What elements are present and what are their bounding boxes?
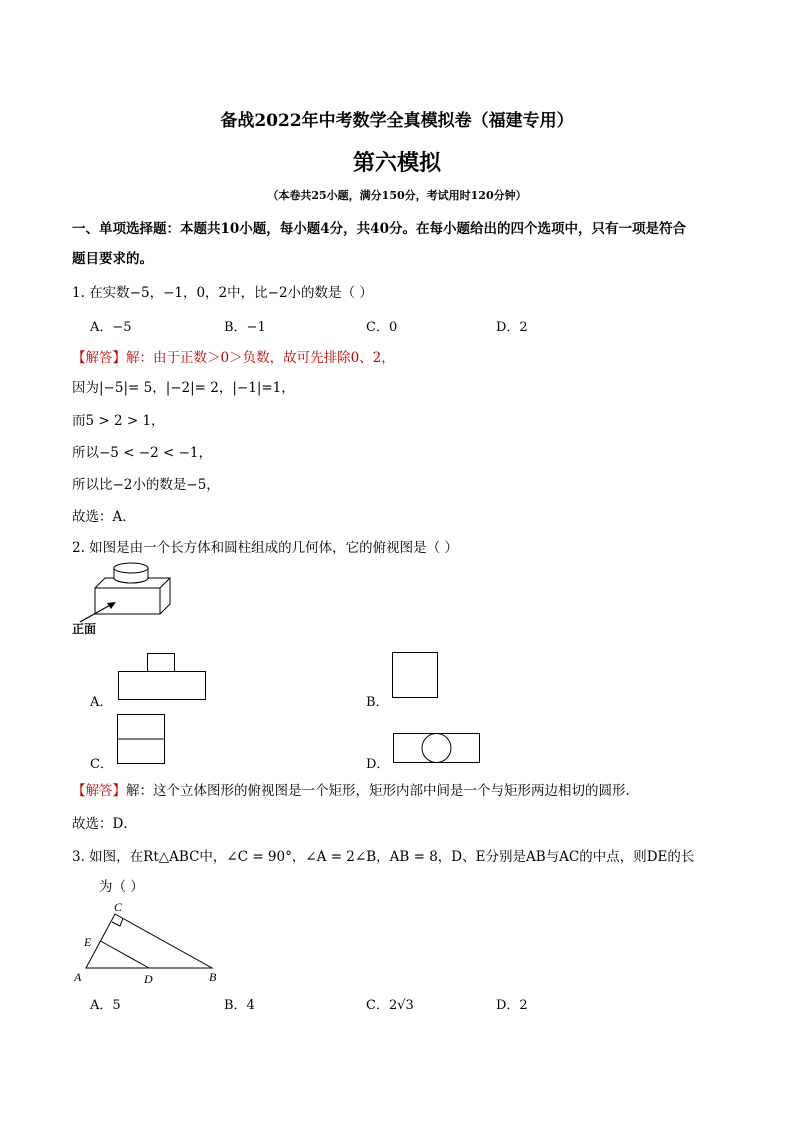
q2-answer-line [72, 779, 639, 799]
doc-subtitle: 第六模拟 [352, 150, 441, 176]
q1-option-b: B．−1 [224, 320, 266, 335]
q1-option-d: D．2 [496, 320, 528, 335]
q1-answer-text: 解：由于正数＞0＞负数，故可先排除0、2， [126, 350, 395, 366]
q3-triangle-figure [70, 900, 230, 986]
q3-label-c: C [114, 900, 123, 914]
doc-title: 备战2022年中考数学全真模拟卷（福建专用） [220, 111, 574, 131]
q1-answer-line-2: 因为|−5|= 5，|−2|= 2，|−1|=1， [72, 380, 295, 396]
q3-label-a: A [74, 970, 82, 984]
q2-option-d: D． [366, 757, 390, 772]
q2-answer-text: 解：这个立体图形的俯视图是一个矩形，矩形内部中间是一个与矩形两边相切的圆形． [126, 783, 639, 799]
q2-answer-tag: 【解答】 [72, 783, 126, 799]
q3-option-a: A．5 [90, 998, 121, 1013]
q1-stem: 1. 在实数−5，−1，0，2中，比−2小的数是（ ） [72, 285, 373, 301]
q1-option-c: C．0 [366, 320, 398, 335]
q1-answer-tag: 【解答】 [72, 350, 126, 366]
q1-answer-line-6: 故选：A． [72, 509, 136, 525]
q3-stem-line1: 3. 如图，在Rt△ABC中，∠C = 90°，∠A = 2∠B，AB = 8，D、E分别是AB与AC的中点，则DE的长 [72, 849, 695, 865]
q2-stem: 2. 如图是由一个长方体和圆柱组成的几何体，它的俯视图是（ ） [72, 540, 458, 556]
q2-option-a: A． [90, 695, 113, 710]
section-heading-line2: 题目要求的。 [72, 251, 153, 267]
q3-label-b: B [209, 970, 217, 984]
q2-option-c-figure [117, 714, 167, 766]
q2-front-label: 正面 [72, 622, 97, 636]
q3-label-d: D [144, 972, 153, 986]
q3-option-c: C．2√3 [366, 998, 414, 1013]
q3-label-e: E [84, 935, 92, 949]
q1-option-a: A．−5 [90, 320, 132, 335]
q3-stem-line2: 为（ ） [99, 879, 144, 895]
doc-note: （本卷共25小题，满分150分，考试用时120分钟） [267, 189, 527, 202]
q1-answer-line-5: 所以比−2小的数是−5， [72, 477, 220, 493]
q1-answer-line-3: 而5 > 2 > 1， [72, 413, 165, 429]
q1-answer-line-1 [72, 346, 395, 366]
section-heading-line1: 一、单项选择题：本题共10小题，每小题4分，共40分。在每小题给出的四个选项中，只有一项是符合 [72, 221, 686, 237]
q2-option-b: B． [366, 695, 389, 710]
q2-option-c: C． [90, 757, 113, 772]
q3-option-b: B．4 [224, 998, 255, 1013]
q2-choose: 故选：D． [72, 816, 137, 832]
q3-option-d: D．2 [496, 998, 528, 1013]
q2-option-d-figure [393, 733, 483, 765]
q1-answer-line-4: 所以−5 < −2 < −1， [72, 445, 212, 461]
q2-option-b-figure [392, 652, 440, 700]
q2-option-a-figure [118, 652, 208, 700]
